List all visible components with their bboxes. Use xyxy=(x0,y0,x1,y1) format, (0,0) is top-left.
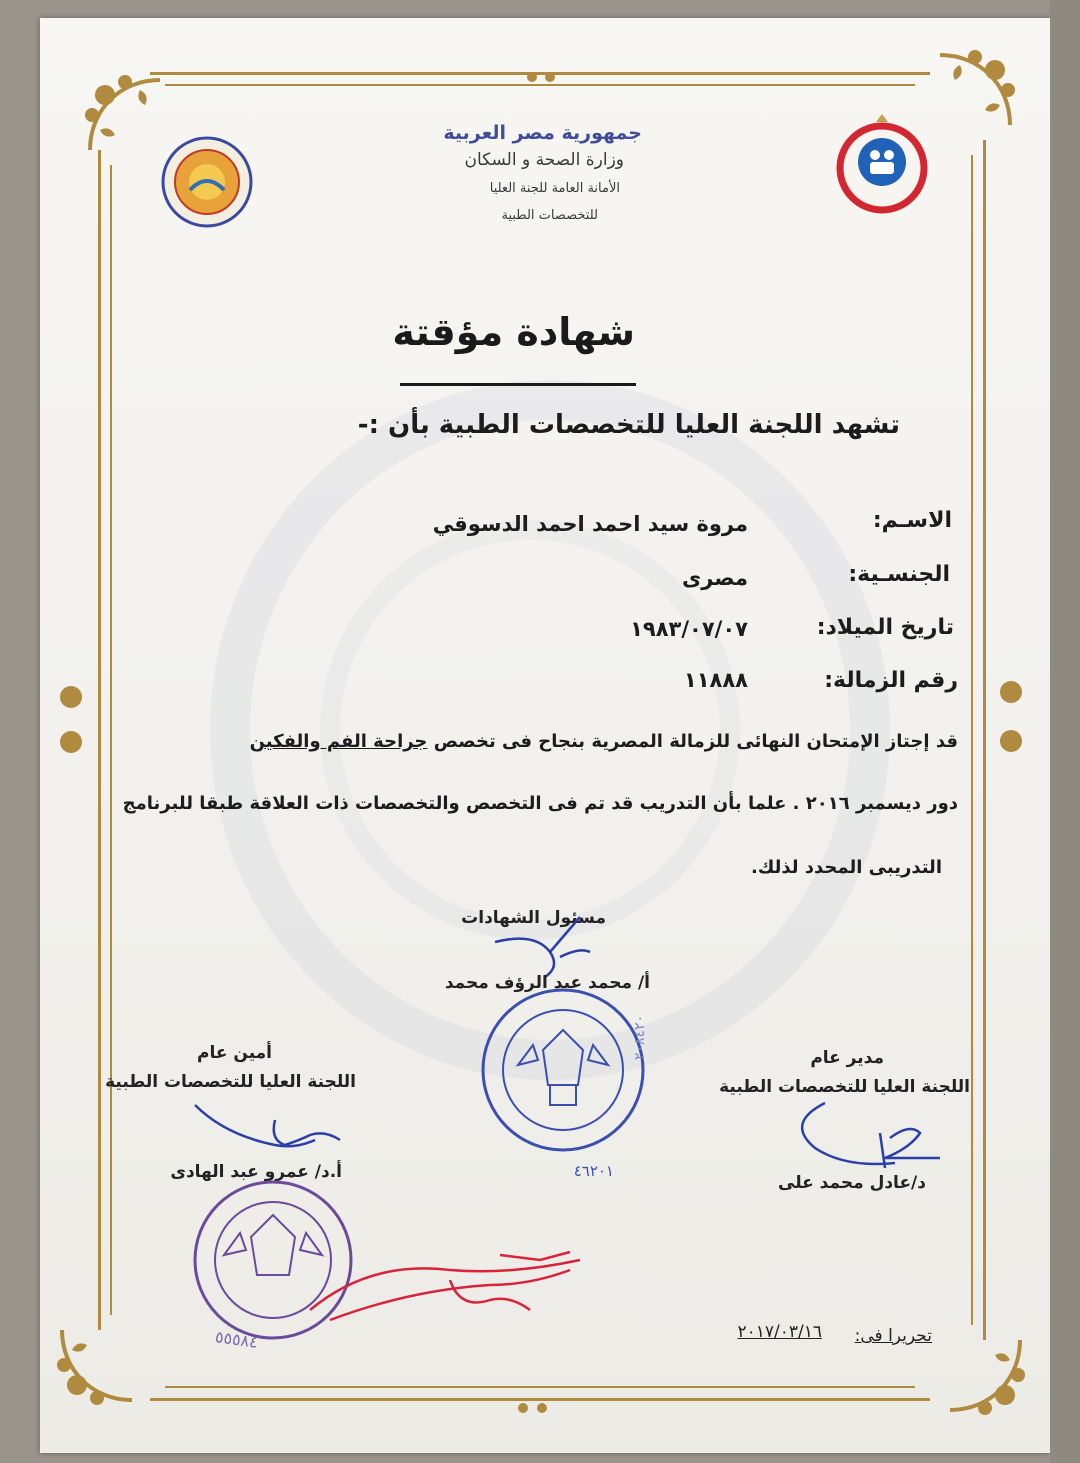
certificates-officer-name: أ/ محمد عبد الرؤف محمد xyxy=(444,973,650,993)
ministry-health-logo-icon xyxy=(835,110,930,215)
frame-dot-left-1 xyxy=(60,686,82,708)
session-statement: دور ديسمبر ٢٠١٦ . علما بأن التدريب قد تم فى التخصص والتخصصات ذات العلاقة طبقا للبرنامج xyxy=(122,793,958,814)
frame-dot-top-1 xyxy=(527,72,537,82)
director-general-signature xyxy=(795,1098,955,1178)
header-country: جمهورية مصر العربية xyxy=(443,122,642,144)
name-value: مروة سيد احمد احمد الدسوقي xyxy=(432,512,748,536)
issue-date-value: ٢٠١٧/٠٣/١٦ xyxy=(737,1322,822,1342)
frame-dot-right-2 xyxy=(1000,730,1022,752)
frame-dot-top-2 xyxy=(545,72,555,82)
director-general-title: مدير عام xyxy=(810,1048,884,1068)
header-ministry: وزارة الصحة و السكان xyxy=(464,150,624,170)
side-stamp-number: ٢٠٨٤٢٠ xyxy=(632,1014,648,1060)
frame-dot-right-1 xyxy=(1000,681,1022,703)
nationality-label: الجنسـية: xyxy=(848,562,950,587)
certificates-officer-signature xyxy=(490,912,600,982)
issue-date-label: تحريرا فى: xyxy=(854,1326,932,1346)
header-specialties: للتخصصات الطبية xyxy=(501,208,598,223)
director-general-org: اللجنة العليا للتخصصات الطبية xyxy=(719,1077,970,1097)
exam-statement-text: قد إجتاز الإمتحان النهائى للزمالة المصرية بنجاح فى تخصص xyxy=(433,731,958,752)
background-watermark-inner xyxy=(320,520,740,940)
exam-statement xyxy=(250,731,958,752)
secretary-general-signature xyxy=(190,1085,350,1165)
frame-dot-bottom-2 xyxy=(537,1403,547,1413)
bottom-stamp-number: ٥٥٥٨٤ xyxy=(213,1327,260,1352)
frame-top-line xyxy=(150,72,930,75)
frame-right-line-inner xyxy=(971,155,973,1325)
certificate-title: شهادة مؤقتة xyxy=(392,310,635,354)
name-label: الاسـم: xyxy=(872,508,952,533)
director-general-name: د/عادل محمد على xyxy=(778,1173,926,1193)
corner-ornament-top-left xyxy=(80,70,170,160)
background-edge xyxy=(1050,0,1080,1463)
frame-dot-left-2 xyxy=(60,731,82,753)
center-stamp-number: ٤٦٢٠١ xyxy=(573,1162,614,1180)
program-statement: التدريبى المحدد لذلك. xyxy=(750,857,942,878)
secretary-general-title: أمين عام xyxy=(197,1043,272,1063)
red-ink-signature xyxy=(300,1240,600,1340)
corner-ornament-top-right xyxy=(930,45,1020,135)
ministry-eagle-stamp-center xyxy=(478,985,648,1155)
frame-bottom-line xyxy=(150,1398,930,1401)
specialty-name: جراحة الفم والفكين xyxy=(249,731,428,752)
secretary-general-org: اللجنة العليا للتخصصات الطبية xyxy=(105,1072,356,1092)
header-secretariat: الأمانة العامة للجنة العليا xyxy=(489,181,620,196)
birth-date-value: ١٩٨٣/٠٧/٠٧ xyxy=(630,617,748,641)
nationality-value: مصرى xyxy=(681,566,748,590)
title-underline xyxy=(400,383,636,386)
certificate-intro: تشهد اللجنة العليا للتخصصات الطبية بأن :- xyxy=(357,410,900,440)
frame-bottom-line-inner xyxy=(165,1386,915,1388)
frame-right-line xyxy=(983,140,986,1340)
fellowship-number-label: رقم الزمالة: xyxy=(824,668,958,693)
certificates-officer-title: مسئول الشهادات xyxy=(461,908,606,928)
fellowship-logo-icon xyxy=(160,135,255,230)
birth-date-label: تاريخ الميلاد: xyxy=(816,615,954,640)
fellowship-number-value: ١١٨٨٨ xyxy=(683,668,748,692)
secretary-general-name: أ.د/ عمرو عبد الهادى xyxy=(170,1162,342,1182)
corner-ornament-bottom-left xyxy=(52,1320,142,1410)
frame-left-line xyxy=(98,150,101,1330)
frame-top-line-inner xyxy=(165,84,915,86)
frame-left-line-inner xyxy=(110,165,112,1315)
frame-dot-bottom-1 xyxy=(518,1403,528,1413)
corner-ornament-bottom-right xyxy=(940,1330,1030,1420)
